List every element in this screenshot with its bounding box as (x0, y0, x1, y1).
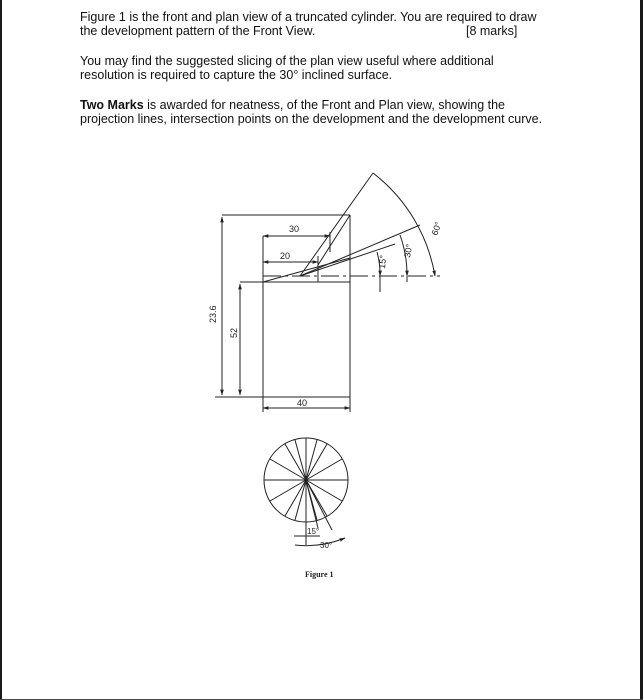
two-marks-bold: Two Marks (80, 98, 144, 112)
dim-label-20: 20 (280, 251, 291, 261)
angle-label-30: 30° (402, 243, 415, 259)
angle-label-60: 60° (429, 220, 444, 237)
instruction-line-1: Figure 1 is the front and plan view of a truncated cylinder. You are required to draw (80, 10, 537, 24)
dim-label-23-6: 23.6 (208, 305, 218, 323)
inclined-face-upper (318, 215, 350, 265)
marks-label: [8 marks] (466, 24, 518, 38)
angle-label-15: 15° (377, 254, 389, 270)
figure-caption: Figure 1 (305, 570, 334, 579)
dim-label-52: 52 (229, 327, 239, 338)
neatness-text: is awarded for neatness, of the Front and Plan view, showing the (143, 98, 505, 112)
instruction-line-4: resolution is required to capture the 30° inclined surface. (80, 68, 393, 82)
instruction-line-6: projection lines, intersection points on the development and the development curve. (80, 112, 543, 126)
dim-label-40: 40 (297, 398, 308, 408)
plan-angle-label-15: 15° (307, 527, 320, 536)
plan-angle-label-30: 30° (320, 541, 333, 550)
front-view-body (263, 282, 350, 397)
plan-ray-15 (306, 480, 318, 528)
dim-label-30: 30 (289, 224, 300, 234)
instruction-line-2: the development pattern of the Front View. (80, 24, 316, 38)
instruction-line-3: You may find the suggested slicing of the plan view useful where additional (80, 54, 494, 68)
